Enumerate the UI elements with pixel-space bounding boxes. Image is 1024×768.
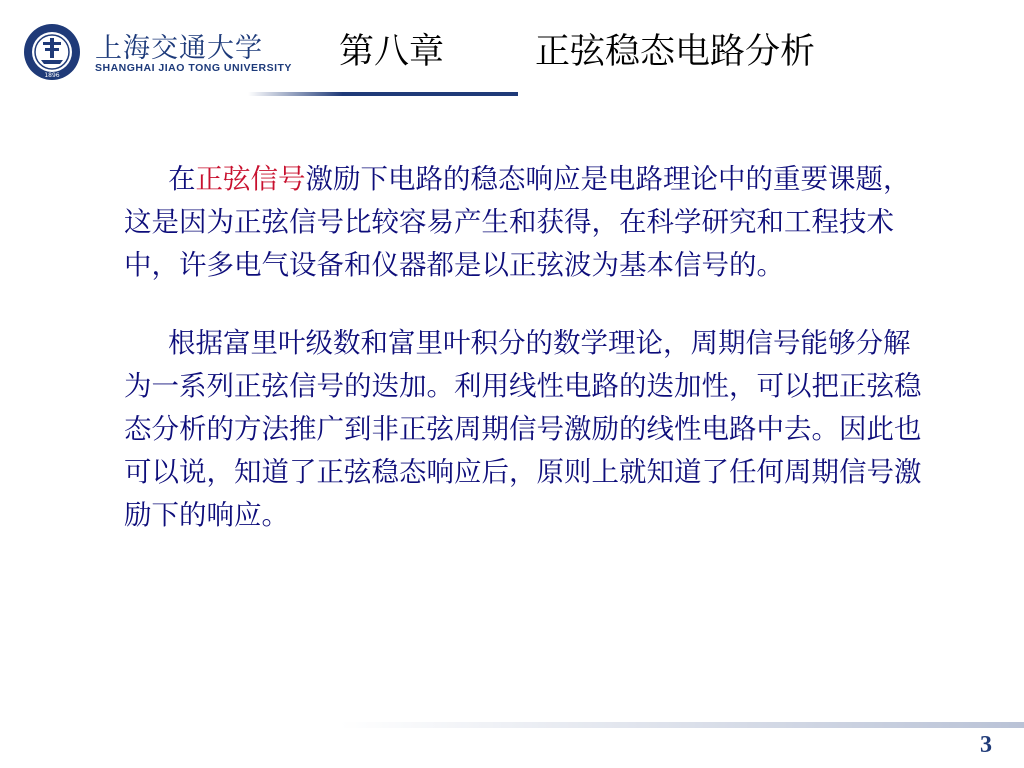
chapter-number: 第八章 xyxy=(339,32,445,72)
slide-title xyxy=(339,24,815,74)
paragraph-fourier-superposition: 根据富里叶级数和富里叶积分的数学理论，周期信号能够分解为一系列正弦信号的迭加。利用线性电路的迭加性，可以把正弦稳态分析的方法推广到非正弦周期信号激励的线性电路中去。因此也可以说，知道了正弦稳态响应后，原则上就知道了任何周期信号激励下的响应。 xyxy=(124,327,922,531)
paragraph-sinusoidal-importance xyxy=(124,158,924,287)
slide-body xyxy=(124,158,924,537)
highlight-sinusoidal-signal: 正弦信号 xyxy=(195,163,306,195)
header-divider xyxy=(248,92,518,96)
page-number: 3 xyxy=(980,732,992,758)
university-seal-icon xyxy=(22,22,82,82)
chapter-title: 正弦稳态电路分析 xyxy=(535,32,816,72)
university-name-en: SHANGHAI JIAO TONG UNIVERSITY xyxy=(95,62,292,74)
paragraph-lead: 在 xyxy=(168,163,196,195)
seal-year: 1896 xyxy=(44,72,60,79)
university-name-cn: 上海交通大学 xyxy=(95,33,263,64)
paragraph-continuation: 激励下电路的稳态响应是电路理论中的重要课题，这是因为正弦信号比较容易产生和获得，在科学研究和工程技术中，许多电气设备和仪器都是以正弦波为基本信号的。 xyxy=(124,163,911,281)
footer-divider xyxy=(340,722,1024,728)
